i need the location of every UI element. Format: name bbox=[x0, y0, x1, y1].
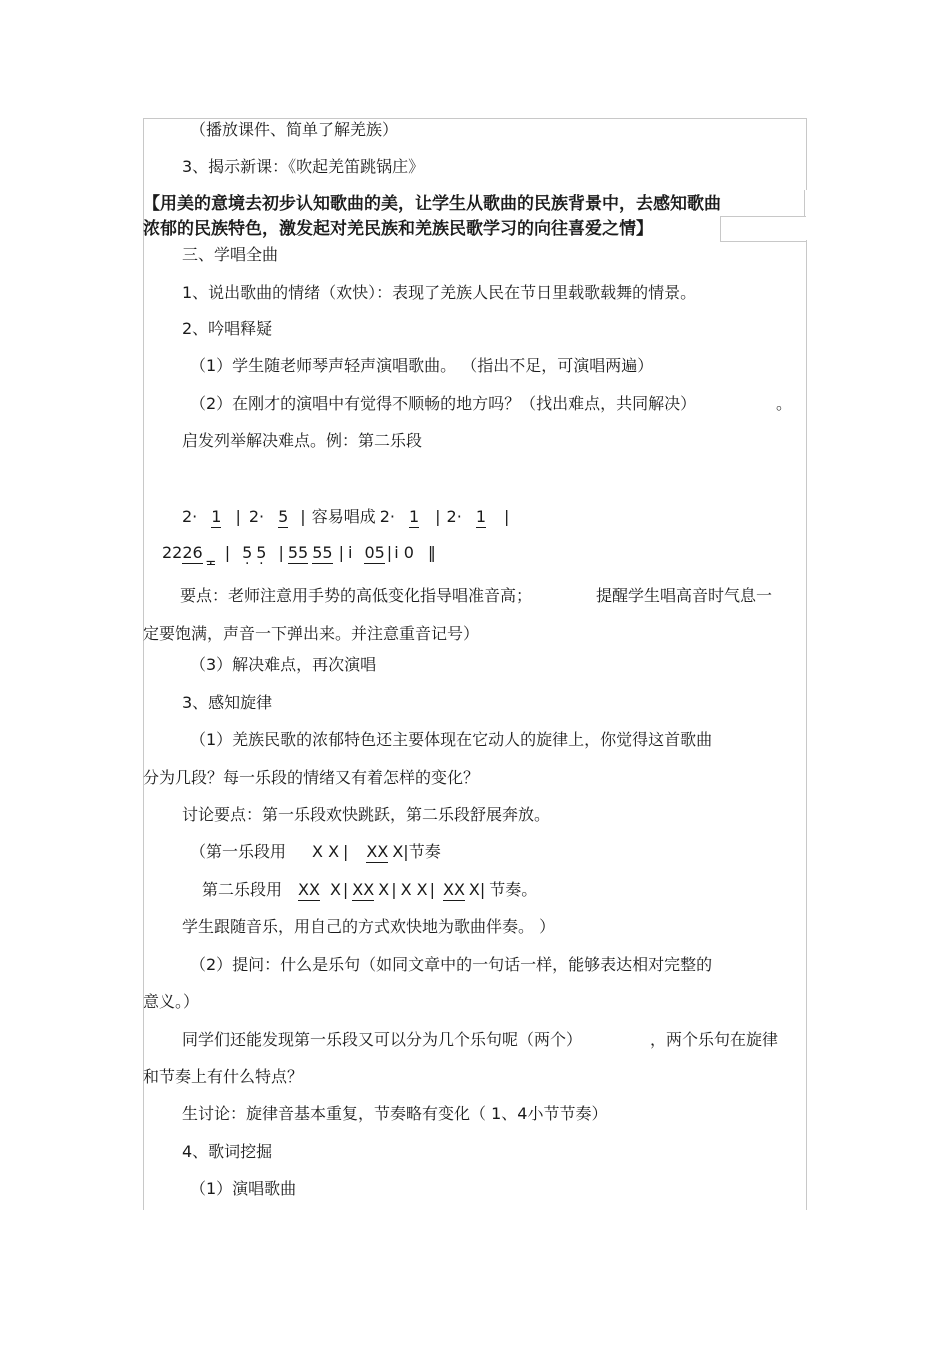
text-line: 分为几段？每一乐段的情绪又有着怎样的变化？ bbox=[143, 768, 480, 787]
note: 2· bbox=[446, 507, 462, 526]
notation-text: 容易唱成 bbox=[311, 507, 376, 526]
text-line: 学生跟随音乐，用自己的方式欢快地为歌曲伴奏。 ） bbox=[182, 917, 556, 936]
text-line: 提醒学生唱高音时气息一 bbox=[596, 586, 773, 605]
barline: | bbox=[391, 880, 397, 899]
text-line: 。 bbox=[776, 394, 793, 413]
text-line: （2）提问：什么是乐句（如同文章中的一句话一样，能够表达相对完整的 bbox=[190, 955, 713, 974]
note-underlined: 1 bbox=[475, 507, 486, 526]
note: 2· bbox=[182, 507, 198, 526]
barline: | bbox=[504, 507, 510, 526]
text-line: 生讨论：旋律音基本重复，节奏略有变化（ 1、4小节节奏） bbox=[182, 1104, 608, 1123]
rhythm-label: （第一乐段用 bbox=[190, 842, 287, 861]
border-right-upper bbox=[806, 118, 807, 190]
text-line: （1）演唱歌曲 bbox=[190, 1179, 297, 1198]
rhythm-note: X X bbox=[312, 842, 340, 861]
note-underlined: 1 bbox=[211, 507, 222, 526]
rhythm-note: X X bbox=[400, 880, 428, 899]
border-step-4 bbox=[720, 241, 806, 242]
text-line: 启发列举解决难点。例：第二乐段 bbox=[182, 431, 423, 450]
text-line: 意义。） bbox=[143, 992, 200, 1011]
barline: | bbox=[435, 507, 441, 526]
rhythm-text: 节奏。 bbox=[489, 880, 538, 899]
note-underlined: 55 bbox=[312, 543, 333, 562]
text-line: 3、揭示新课：《吹起羌笛跳锅庄》 bbox=[182, 157, 425, 176]
note-underlined: 26 bbox=[182, 543, 203, 562]
note-low: 5 · bbox=[256, 543, 266, 563]
barline: | bbox=[338, 543, 344, 562]
barline: | bbox=[224, 543, 231, 562]
note-underlined: 05 bbox=[364, 543, 385, 562]
rhythm-note-underlined: XX bbox=[442, 880, 465, 899]
end-barline: ‖ bbox=[427, 543, 436, 562]
text-line: 和节奏上有什么特点？ bbox=[143, 1067, 304, 1086]
note-low: 5 · bbox=[242, 543, 252, 563]
rhythm-note-underlined: XX bbox=[352, 880, 375, 899]
rhythm-line-1 bbox=[190, 842, 441, 862]
rhythm-label: 第二乐段用 bbox=[202, 880, 283, 899]
note-underlined: 55 bbox=[287, 543, 309, 562]
barline: | bbox=[343, 842, 349, 861]
text-line: 1、说出歌曲的情绪（欢快）：表现了羌族人民在节日里载歌载舞的情景。 bbox=[182, 283, 697, 302]
border-step-3 bbox=[720, 216, 721, 242]
border-step-1 bbox=[804, 190, 805, 217]
rhythm-line-2 bbox=[202, 880, 537, 900]
text-line: ，两个乐句在旋律 bbox=[650, 1030, 779, 1049]
note: 22 bbox=[162, 543, 183, 562]
text-line: 讨论要点：第一乐段欢快跳跃，第二乐段舒展奔放。 bbox=[182, 805, 551, 824]
border-right-lower bbox=[806, 240, 807, 1210]
text-line: 4、歌词挖掘 bbox=[182, 1142, 273, 1161]
text-line: 3、感知旋律 bbox=[182, 693, 273, 712]
note: 2· bbox=[379, 507, 395, 526]
text-line: 要点：老师注意用手势的高低变化指导唱准音高； bbox=[180, 586, 533, 605]
rhythm-note-underlined: XX bbox=[366, 842, 389, 861]
note: i bbox=[347, 543, 353, 562]
text-line: 定要饱满，声音一下弹出来。并注意重音记号） bbox=[143, 624, 480, 643]
text-line: 浓郁的民族特色，激发起对羌民族和羌族民歌学习的向往喜爱之情】 bbox=[143, 219, 653, 239]
barline: | bbox=[429, 880, 435, 899]
rhythm-note: X| bbox=[392, 842, 409, 861]
border-step-2 bbox=[720, 216, 806, 217]
text-line: （播放课件、简单了解羌族） bbox=[190, 120, 399, 139]
section-heading: 三、学唱全曲 bbox=[182, 245, 279, 264]
text-line: 同学们还能发现第一乐段又可以分为几个乐句呢（两个） bbox=[182, 1030, 583, 1049]
rhythm-text: 节奏 bbox=[408, 842, 441, 861]
text-line: 2、吟唱释疑 bbox=[182, 319, 273, 338]
note-underlined: _ · bbox=[207, 543, 215, 565]
barline: | bbox=[278, 543, 284, 562]
notation-line-2 bbox=[162, 543, 436, 565]
text-line: （1）羌族民歌的浓郁特色还主要体现在它动人的旋律上，你觉得这首歌曲 bbox=[190, 730, 713, 749]
rhythm-note: X bbox=[378, 880, 390, 899]
note-underlined: 1 bbox=[408, 507, 420, 526]
note-underlined: 5 bbox=[278, 507, 289, 526]
barline: | bbox=[342, 880, 349, 899]
rhythm-note: X| bbox=[468, 880, 486, 899]
barline: | bbox=[300, 507, 306, 526]
notation-line-1 bbox=[182, 507, 509, 527]
barline: | bbox=[235, 507, 241, 526]
border-left bbox=[143, 118, 144, 1210]
rhythm-note: X bbox=[329, 880, 341, 899]
text-line: （1）学生随老师琴声轻声演唱歌曲。 （指出不足，可演唱两遍） bbox=[190, 356, 654, 375]
text-line: 【用美的意境去初步认知歌曲的美，让学生从歌曲的民族背景中，去感知歌曲 bbox=[143, 194, 721, 214]
rhythm-note-underlined: XX bbox=[298, 880, 320, 899]
border-top bbox=[143, 118, 807, 119]
text-line: （3）解决难点，再次演唱 bbox=[190, 655, 377, 674]
text-line: （2）在刚才的演唱中有觉得不顺畅的地方吗？（找出难点，共同解决） bbox=[190, 394, 697, 413]
note: 2· bbox=[248, 507, 265, 526]
barline: | bbox=[386, 543, 393, 562]
note: i 0 bbox=[394, 543, 414, 562]
